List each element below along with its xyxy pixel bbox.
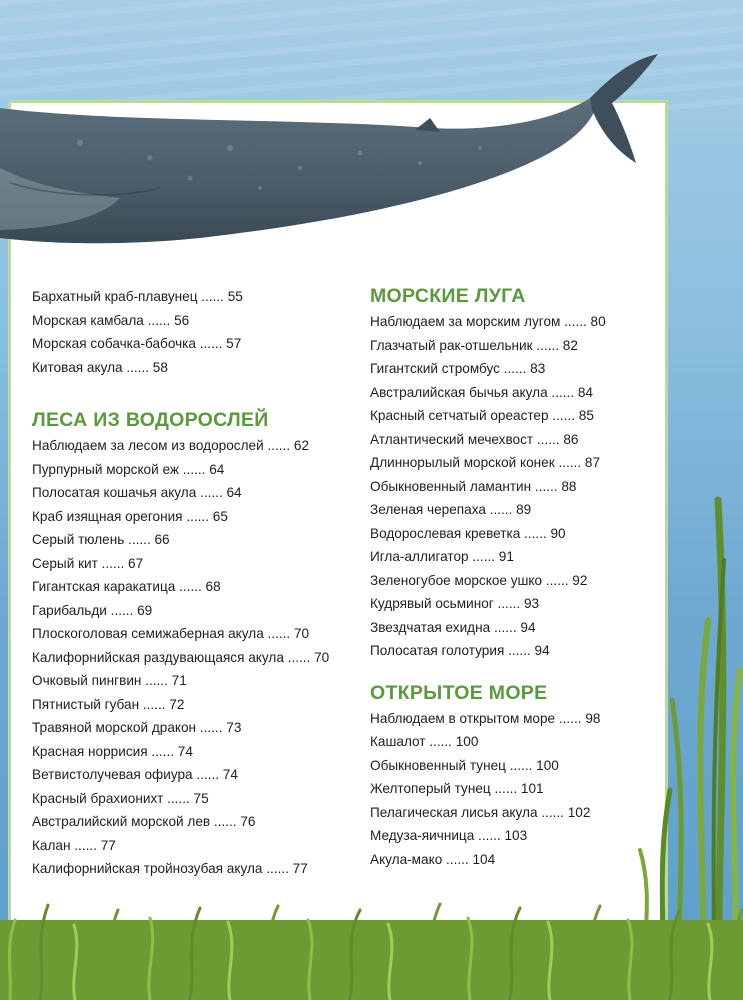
contents-entry: Зеленая черепаха ...... 89 [370, 502, 532, 517]
contents-entry: Калифорнийская тройнозубая акула ...... 77 [32, 861, 308, 876]
contents-entry: Ветвистолучевая офиура ...... 74 [32, 767, 238, 782]
whale-illustration [0, 48, 670, 268]
contents-entry: Морская камбала ...... 56 [32, 312, 190, 328]
contents-entry: Серый тюлень ...... 66 [32, 532, 170, 547]
contents-entry: Пурпурный морской еж ...... 64 [32, 461, 225, 477]
contents-entry: Зеленогубое морское ушко ...... 92 [370, 572, 588, 588]
contents-entry: Полосатая голотурия ...... 94 [370, 643, 550, 658]
contents-entry: Красный сетчатый ореастер ...... 85 [370, 408, 594, 423]
contents-entry: Желтоперый тунец ...... 101 [370, 781, 544, 796]
section-title-seagrass-meadows: МОРСКИЕ ЛУГА [370, 285, 526, 307]
contents-entry: Австралийский морской лев ...... 76 [32, 814, 256, 829]
contents-entry: Глазчатый рак-отшельник ...... 82 [370, 337, 578, 353]
contents-entry: Медуза-яичница ...... 103 [370, 828, 528, 843]
contents-entry: Атлантический мечехвост ...... 86 [370, 431, 579, 447]
contents-entry: Акула-мако ...... 104 [370, 851, 496, 867]
contents-entry: Звездчатая ехидна ...... 94 [370, 619, 536, 635]
contents-entry: Китовая акула ...... 58 [32, 359, 168, 375]
section-entries-open-sea [370, 707, 640, 872]
contents-entry: Краб изящная орегония ...... 65 [32, 508, 228, 524]
contents-entry: Бархатный краб-плавунец ...... 55 [32, 289, 243, 304]
contents-entry: Плоскоголовая семижаберная акула ...... 70 [32, 626, 310, 641]
contents-entry: Серый кит ...... 67 [32, 555, 144, 571]
contents-entry: Гигантский стромбус ...... 83 [370, 361, 546, 376]
contents-entry: Калифорнийская раздувающаяся акула ...... 70 [32, 649, 330, 665]
contents-right-column [370, 283, 640, 871]
contents-entry: Красная норрисия ...... 74 [32, 743, 193, 759]
contents-entry: Кудрявый осьминог ...... 93 [370, 596, 540, 611]
contents-entry: Травяной морской дракон ...... 73 [32, 720, 242, 735]
contents-entry: Кашалот ...... 100 [370, 734, 479, 749]
contents-entry: Наблюдаем за морским лугом ...... 80 [370, 314, 606, 329]
contents-entry: Длиннорылый морской конек ...... 87 [370, 455, 601, 470]
contents-entry: Обыкновенный ламантин ...... 88 [370, 478, 577, 494]
section-title-kelp-forests: ЛЕСА ИЗ ВОДОРОСЛЕЙ [32, 409, 269, 431]
contents-entry: Австралийская бычья акула ...... 84 [370, 384, 593, 400]
contents-entry: Пятнистый губан ...... 72 [32, 696, 185, 712]
contents-entry: Наблюдаем за лесом из водорослей ...... 62 [32, 438, 310, 453]
section-entries-seagrass-meadows [370, 310, 640, 663]
contents-entry: Водорослевая креветка ...... 90 [370, 525, 566, 541]
continued-entries [32, 285, 352, 379]
contents-entry: Наблюдаем в открытом море ...... 98 [370, 710, 601, 726]
contents-entry: Очковый пингвин ...... 71 [32, 673, 187, 688]
contents-left-column [32, 285, 352, 881]
section-entries-kelp-forests [32, 434, 352, 881]
contents-entry: Игла-аллигатор ...... 91 [370, 549, 514, 564]
contents-entry: Обыкновенный тунец ...... 100 [370, 757, 559, 773]
contents-entry: Калан ...... 77 [32, 837, 116, 853]
contents-entry: Красный брахионихт ...... 75 [32, 790, 209, 806]
contents-entry: Гарибальди ...... 69 [32, 602, 153, 618]
section-title-open-sea: ОТКРЫТОЕ МОРЕ [370, 681, 548, 704]
contents-entry: Пелагическая лисья акула ...... 102 [370, 804, 591, 820]
grass-border-illustration [0, 880, 743, 1000]
contents-entry: Полосатая кошачья акула ...... 64 [32, 485, 242, 500]
contents-entry: Гигантская каракатица ...... 68 [32, 579, 221, 594]
contents-entry: Морская собачка-бабочка ...... 57 [32, 336, 242, 351]
